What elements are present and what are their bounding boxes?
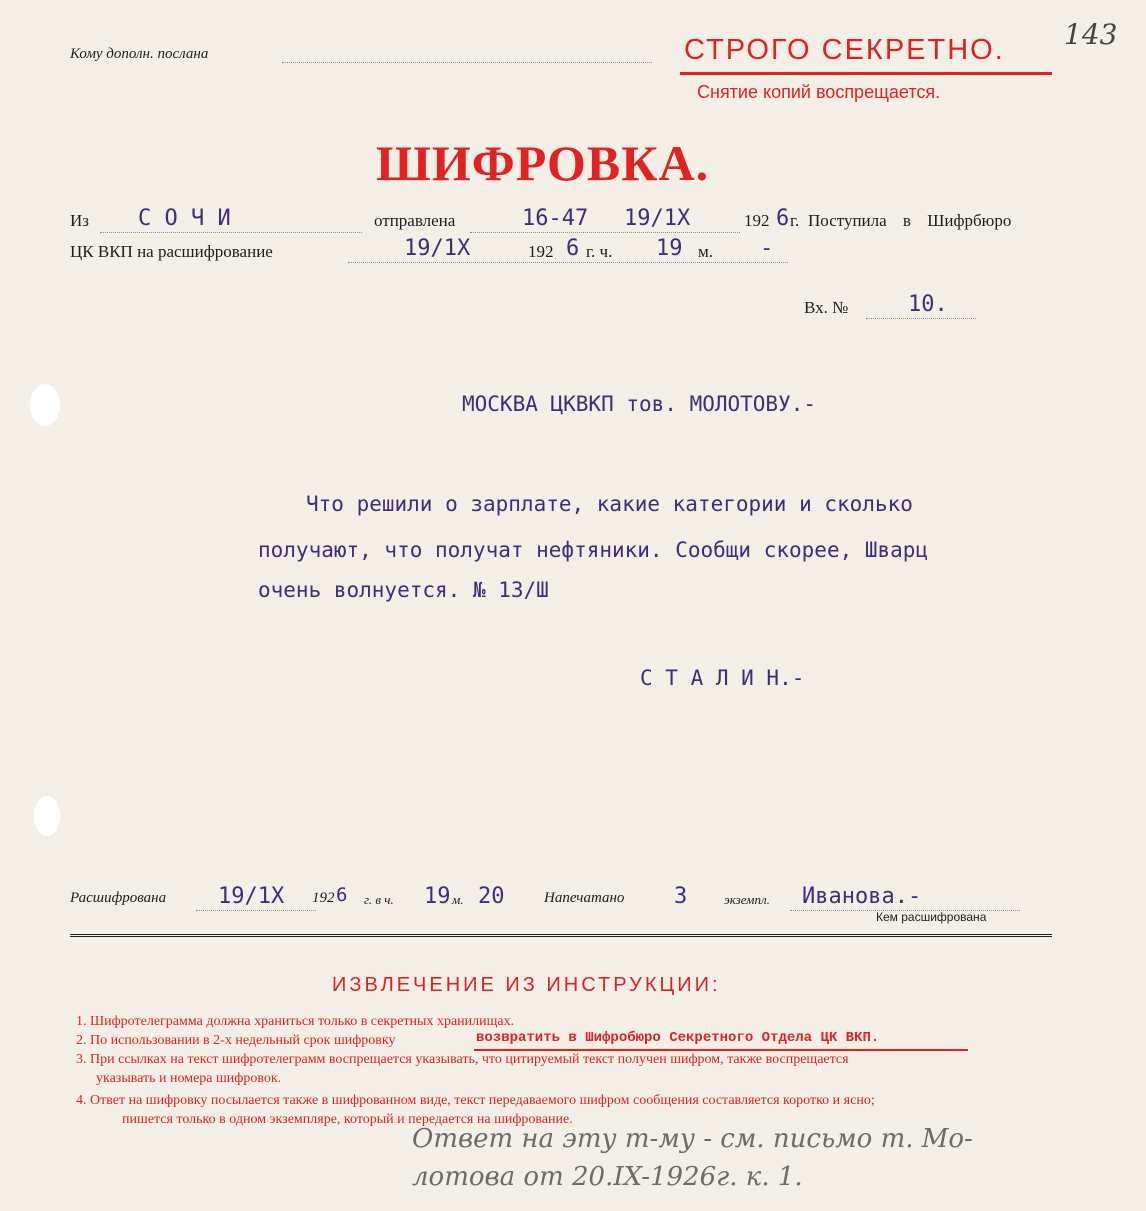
message-line: очень волнуется. № 13/Ш [258,578,549,602]
instructions-heading: ИЗВЛЕЧЕНИЕ ИЗ ИНСТРУКЦИИ: [332,974,721,996]
instruction-item: 3. При ссылках на текст шифротелеграмм воспрещается указывать, что цитируемый текст получен шифром, также воспрещается [76,1052,849,1067]
incoming-number: 10. [908,292,948,317]
received-minute-label: м. [698,242,714,261]
printed-label: Напечатано [544,890,625,906]
decoded-line [196,910,316,911]
from-label: Из [70,211,89,230]
copies-count: 3 [674,884,688,909]
instruction-item: указывать и номера шифровок. [96,1071,282,1086]
decoded-year-digit: 6 [336,884,348,906]
received-hour: 19 [656,236,683,261]
signature: С Т А Л И Н.- [640,666,805,690]
sent-to-label: Кому дополн. послана [70,46,209,62]
received-year-digit: 6 [566,236,580,261]
sent-to-line [282,62,652,63]
decoded-label: Расшифрована [70,890,167,906]
handwritten-note: лотова от 20.IX-1926г. к. 1. [412,1162,803,1192]
sent-label: отправлена [374,211,456,230]
from-value: С О Ч И [138,206,231,231]
incoming-label: Вх. № [804,298,849,317]
incoming-line [866,318,976,319]
instruction-item: 2. По использовании в 2-х недельный срок шифровку [76,1033,396,1048]
received-year-prefix: 192 [528,242,554,261]
punch-hole-top [30,384,60,426]
received-date: 19/1Х [404,236,471,261]
copy-notice: Снятие копий воспрещается. [697,82,941,102]
instruction-emphasis: возвратить в Шифробюро Секретного Отдела ЦК ВКП. [476,1030,880,1046]
decoded-minute-label: м. [452,892,464,907]
received-label: Поступила в Шифрбюро [808,211,1012,230]
instruction-emphasis-underline [474,1049,968,1051]
addressee: МОСКВА ЦКВКП тов. МОЛОТОВУ.- [462,392,817,416]
decoder-name: Иванова.- [802,884,922,909]
decoded-time-label: г. в ч. [364,892,394,907]
sent-year-prefix: 192 [744,211,770,230]
message-line: Что решили о зарплате, какие категории и сколько [306,492,913,516]
page-title: ШИФРОВКА. [376,135,710,191]
decoded-minute: 20 [478,884,505,909]
department-label: ЦК ВКП на расшифрование [70,242,273,261]
punch-hole-bottom [34,796,60,836]
instruction-item: 1. Шифротелеграмма должна храниться только в секретных хранилищах. [76,1014,515,1029]
sent-date: 19/1Х [624,206,691,231]
received-minute: - [760,236,774,261]
decoder-caption: Кем расшифрована [876,910,987,924]
decoded-date: 19/1Х [218,884,285,909]
instruction-item: пишется только в одном экземпляре, который и передается на шифрование. [122,1112,573,1127]
sent-line [470,232,740,233]
handwritten-note: Ответ на эту т-му - см. письмо т. Мо- [412,1124,973,1154]
classification-stamp: СТРОГО СЕКРЕТНО. [684,34,1005,66]
instruction-item: 4. Ответ на шифровку посылается также в шифрованном виде, текст передаваемого шифром сообщения составляется коротко и ясно; [76,1093,875,1108]
from-line [100,232,362,233]
sent-year-suffix: г. [790,211,800,230]
sent-year-digit: 6 [776,206,790,231]
decoded-hour: 19 [424,884,451,909]
sent-time: 16-47 [522,206,589,231]
classification-underline [680,72,1052,75]
archive-number: 143 [1064,18,1118,51]
message-line: получают, что получат нефтяники. Сообщи скорее, Шварц [258,538,929,562]
section-divider [70,934,1052,937]
copies-label: экземпл. [724,892,770,907]
decoded-year-prefix: 192 [312,890,335,906]
received-line [348,262,788,263]
received-hour-label: г. ч. [586,242,613,261]
